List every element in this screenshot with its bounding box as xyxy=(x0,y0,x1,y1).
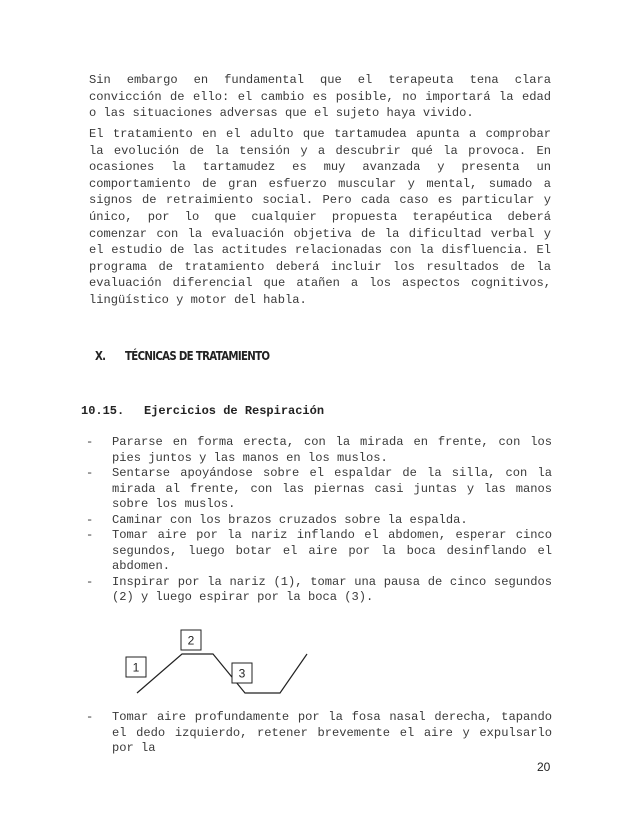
breathing-curve xyxy=(137,654,307,693)
paragraph-adult-treatment: El tratamiento en el adulto que tartamudea apunta a comprobar la evolución de la tensión y a descubrir qué la provoca. En ocasiones la tartamudez es muy avanzada y presenta un comportamiento de gran esfuerzo muscular y mental, sumado a signos de retraimiento social. Pero cada caso es particular y único, por lo que cualquier propuesta terapéutica deberá comenzar con la evaluación objetiva de la dificultad verbal y el estudio de las actitudes relacionadas con la disfluencia. El programa de tratamiento deberá incluir los resultados de la evaluación diferencial que atañen a los aspectos cognitivos, lingüístico y motor del habla. xyxy=(89,127,551,307)
list-item xyxy=(86,435,552,466)
exercise-list-continued xyxy=(86,710,552,757)
label-1: 1 xyxy=(132,660,140,675)
list-item-text: Inspirar por la nariz (1), tomar una pausa de cinco segundos (2) y luego espirar por la boca (3). xyxy=(112,574,552,604)
bullet-dash: - xyxy=(86,574,94,589)
list-item-text: Tomar aire profundamente por la fosa nasal derecha, tapando el dedo izquierdo, retener brevemente el aire y expulsarlo por la xyxy=(112,710,552,755)
list-item-text: Tomar aire por la nariz inflando el abdomen, esperar cinco segundos, luego botar el aire por la boca desinflando el abdomen. xyxy=(112,528,552,573)
subsection-number: 10.15. xyxy=(81,404,125,418)
paragraph-intro: Sin embargo en fundamental que el terapeuta tena clara convicción de ello: el cambio es posible, no importará la edad o las situaciones adversas que el sujeto haya vivido. xyxy=(89,73,551,121)
list-item-text: Caminar con los brazos cruzados sobre la espalda. xyxy=(112,512,468,527)
bullet-dash: - xyxy=(86,435,94,449)
list-item xyxy=(86,710,552,757)
section-number: X. xyxy=(95,349,106,363)
list-item xyxy=(86,513,552,529)
bullet-dash: - xyxy=(86,528,94,542)
exercise-list xyxy=(86,435,552,606)
label-2: 2 xyxy=(187,633,195,648)
list-item xyxy=(86,528,552,575)
subsection-title: Ejercicios de Respiración xyxy=(144,404,325,418)
list-item-text: Sentarse apoyándose sobre el espaldar de la silla, con la mirada al frente, con las piernas casi juntas y las manos sobre los muslos. xyxy=(112,466,552,511)
list-item xyxy=(86,575,552,606)
list-item-text: Pararse en forma erecta, con la mirada en frente, con los pies juntos y las manos en los muslos. xyxy=(112,435,552,465)
bullet-dash: - xyxy=(86,710,94,724)
breathing-diagram xyxy=(125,627,315,697)
bullet-dash: - xyxy=(86,512,94,527)
page-number: 20 xyxy=(537,760,551,774)
bullet-dash: - xyxy=(86,466,94,480)
label-3: 3 xyxy=(238,666,246,681)
list-item xyxy=(86,466,552,513)
section-title: TÉCNICAS DE TRATAMIENTO xyxy=(125,349,270,363)
